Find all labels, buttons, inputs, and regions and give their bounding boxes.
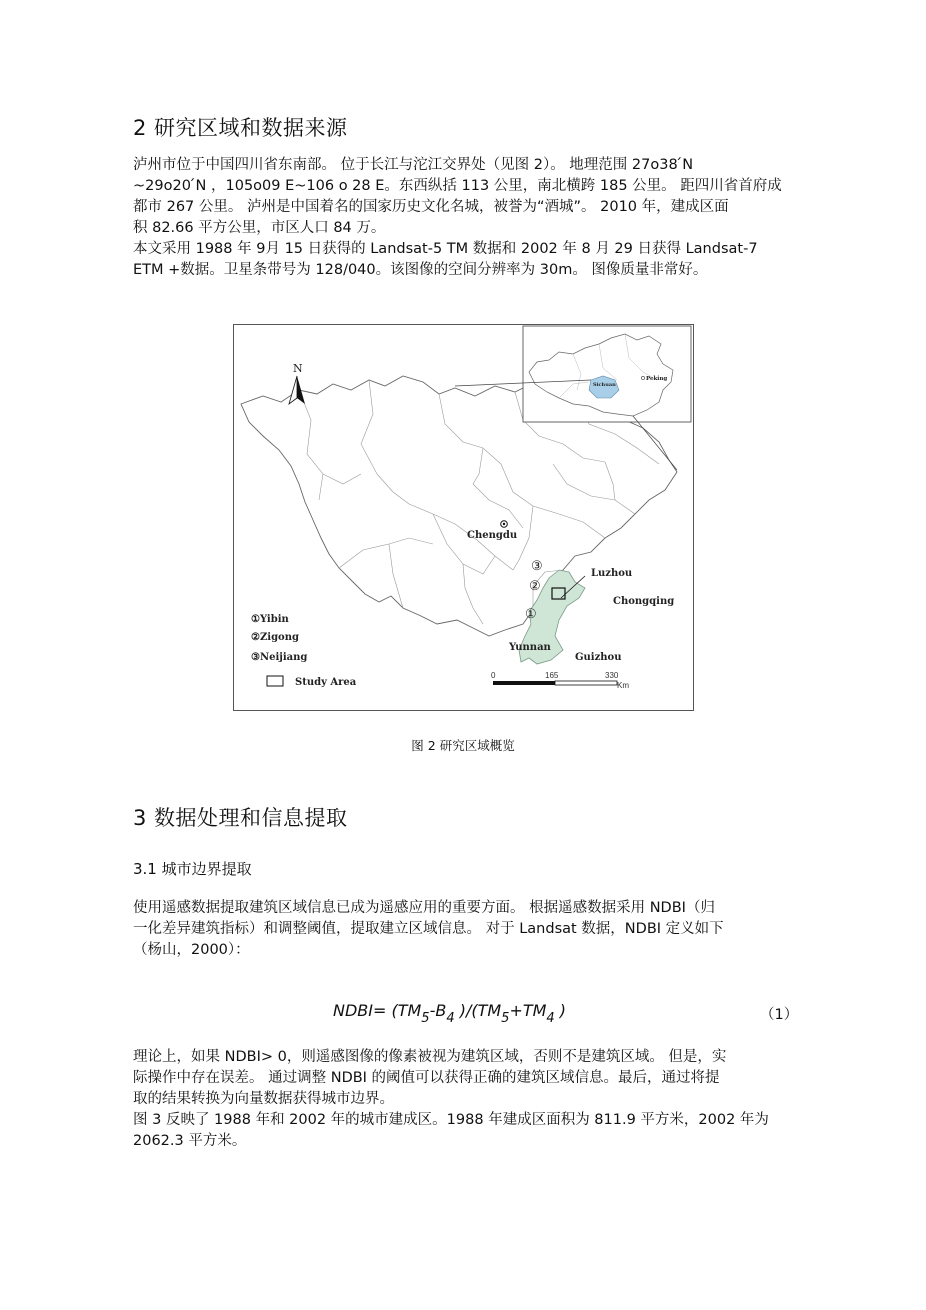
text-line: 积 82.66 平方公里，市区人口 84 万。 (133, 220, 386, 236)
text-line: 际操作中存在误差。 通过调整 NDBI 的阈值可以获得正确的建筑区域信息。最后，通过将提 (133, 1070, 720, 1086)
text-line: 一化差异建筑指标）和调整阈值，提取建立区域信息。 对于 Landsat 数据，NDBI 定义如下 (133, 921, 724, 937)
text-line: 都市 267 公里。 泸州是中国着名的国家历史文化名城，被誉为“酒城”。 2010 年，建成区面 (133, 199, 729, 215)
text-line: 取的结果转换为向量数据获得城市边界。 (133, 1091, 394, 1107)
legend-study-area-label: Study Area (295, 677, 357, 688)
ndbi-formula (333, 1001, 566, 1026)
text-line: 2062.3 平方米。 (133, 1133, 247, 1149)
section-2-heading: 2 研究区域和数据来源 (133, 116, 348, 140)
legend-yibin: ①Yibin (251, 614, 289, 625)
luzhou-label: Luzhou (591, 568, 633, 579)
inset-peking-label: Peking (646, 376, 668, 382)
formula-part: )/(TM (454, 1001, 502, 1020)
scale-unit: Km (617, 681, 629, 690)
section-3-paragraph-1 (133, 898, 793, 961)
scale-label-0: 0 (491, 671, 496, 680)
subsection-3-1-heading: 3.1 城市边界提取 (133, 860, 252, 878)
guizhou-label: Guizhou (575, 652, 622, 663)
chongqing-label: Chongqing (613, 596, 675, 607)
text-line: 理论上，如果 NDBI> 0，则遥感图像的像素被视为建筑区域，否则不是建筑区域。 但是，实 (133, 1049, 727, 1065)
yunnan-label: Yunnan (509, 642, 551, 653)
formula-subscript: 4 (546, 1011, 555, 1026)
formula-part: NDBI= (TM (333, 1001, 422, 1020)
formula-subscript: 5 (501, 1011, 510, 1026)
text-line: 泸州市位于中国四川省东南部。 位于长江与沱江交界处（见图 2）。 地理范围 27o38 ́N (133, 157, 694, 173)
legend-zigong: ②Zigong (251, 632, 299, 643)
section-3-paragraph-2 (133, 1047, 793, 1152)
marker-neijiang: ③ (531, 559, 543, 574)
scale-label-165: 165 (545, 671, 559, 680)
chengdu-marker-dot (503, 523, 505, 525)
text-line: 图 3 反映了 1988 年和 2002 年的城市建成区。1988 年建成区面积为 811.9 平方米，2002 年为 (133, 1112, 769, 1128)
marker-yibin: ① (525, 607, 537, 622)
text-line: ~29o20 ́N ，105o09 E~106 o 28 E。东西纵括 113 公里，南北横跨 185 公里。 距四川省首府成 (133, 178, 782, 194)
formula-subscript: 5 (421, 1011, 430, 1026)
formula-part: -B (429, 1001, 447, 1020)
formula-part: ) (554, 1001, 567, 1020)
chengdu-label: Chengdu (467, 530, 518, 541)
section-3-heading: 3 数据处理和信息提取 (133, 806, 348, 830)
text-line: 本文采用 1988 年 9月 15 日获得的 Landsat-5 TM 数据和 2002 年 8 月 29 日获得 Landsat-7 (133, 241, 758, 257)
study-area-map (233, 324, 695, 712)
marker-zigong: ② (529, 579, 541, 594)
text-line: 使用遥感数据提取建筑区域信息已成为遥感应用的重要方面。 根据遥感数据采用 NDBI（归 (133, 900, 715, 916)
legend-neijiang: ③Neijiang (251, 652, 308, 663)
formula-part: +TM (509, 1001, 547, 1020)
text-line: （杨山，2000）： (133, 942, 250, 958)
text-line: ETM +数据。卫星条带号为 128/040。该图像的空间分辨率为 30m。 图像质量非常好。 (133, 262, 708, 278)
north-label: N (293, 362, 303, 375)
scale-label-330: 330 (605, 671, 619, 680)
section-2-paragraph-1 (133, 155, 793, 281)
inset-sichuan-label: Sichuan (593, 382, 616, 388)
equation-number: （1） (760, 1007, 799, 1023)
formula-subscript: 4 (446, 1011, 455, 1026)
figure-caption: 图 2 研究区域概览 (411, 738, 515, 753)
